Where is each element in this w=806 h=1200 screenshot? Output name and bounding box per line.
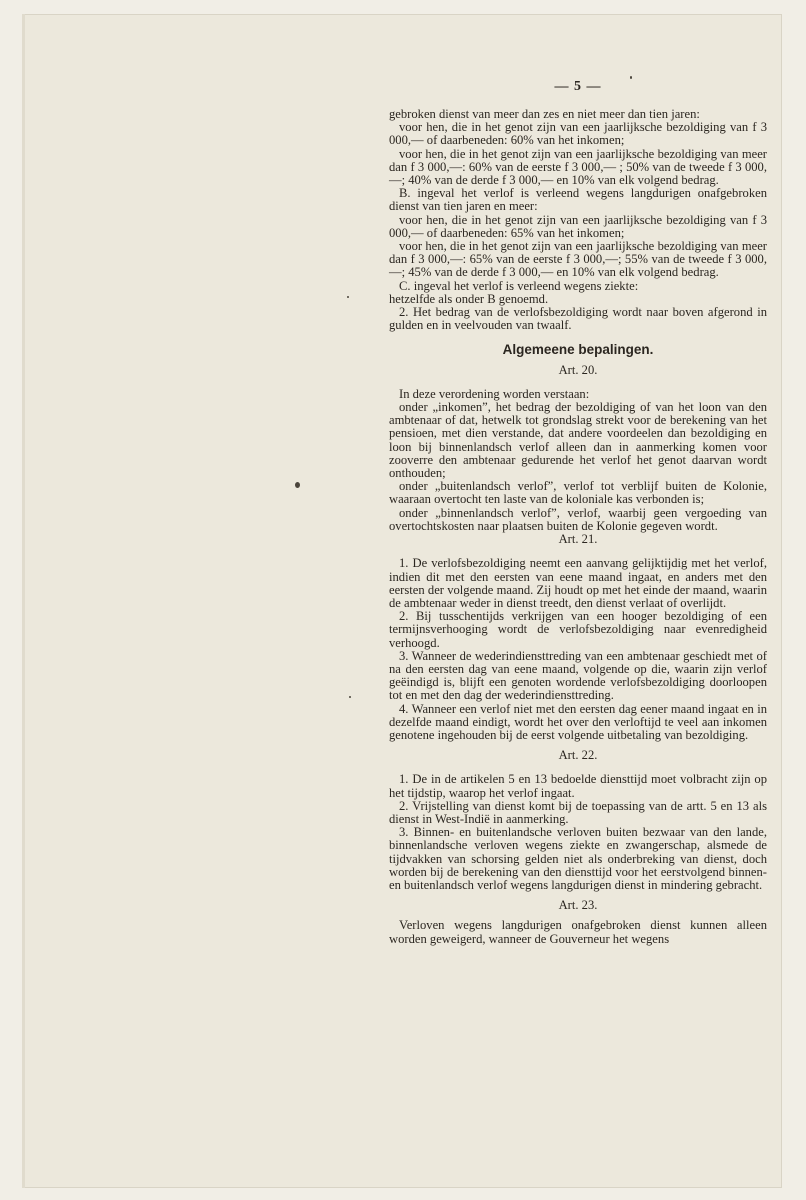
paragraph: 3. Wanneer de wederindiensttreding van een ambtenaar geschiedt met of na den eersten dag van eene maand, volgende op die, waarin zijn verlof geëindigd is, blijft een genoten wordende verlofsbezoldiging doorloopen tot en met den dag der wederindiensttreding.: [389, 648, 767, 703]
paragraph: voor hen, die in het genot zijn van een jaarlijksche bezoldiging van f 3 000,— of daarbeneden: 65% van het inkomen;: [389, 212, 767, 240]
article-title: Art. 20.: [558, 362, 598, 377]
ink-speck: [295, 482, 300, 488]
paragraph: In deze verordening worden verstaan:: [399, 386, 590, 401]
paragraph: hetzelfde als onder B genoemd.: [389, 291, 549, 306]
paragraph: 2. Vrijstelling van dienst komt bij de toepassing van de artt. 5 en 13 als dienst in West-Indië in aanmerking.: [389, 798, 767, 826]
paragraph: 4. Wanneer een verlof niet met den eersten dag eener maand ingaat en in dezelfde maand eindigt, wordt het over den verloftijd te veel aan inkomen genotene ingehouden bij de eerst volgende uitbetaling van bezoldiging.: [389, 701, 767, 742]
article-title: Art. 23.: [558, 898, 598, 913]
page-edge: [22, 14, 25, 1188]
paragraph: B. ingeval het verlof is verleend wegens langdurigen onafgebroken dienst van tien jaren en meer:: [389, 186, 767, 214]
paragraph: gebroken dienst van meer dan zes en niet meer dan tien jaren:: [389, 107, 700, 121]
paragraph: 3. Binnen- en buitenlandsche verloven buiten bezwaar van den lande, binnenlandsche verloven wegens ziekte en zwangerschap, alsmede de tijdvakken van schorsing gelden niet als onderbreking van dienst, doch worden bij de berekening van den diensttijd voor het eerstvolgend binnen- en buitenlandsch verlof wegens langdurigen dienst in mindering gebracht.: [389, 825, 767, 892]
paragraph: voor hen, die in het genot zijn van een jaarlijksche bezoldiging van meer dan f 3 000,—: 65% van de eerste f 3 000,—; 55% van de tweede f 3 000,—; 45% van de derde f 3 000,— en 10% van elk volgend bedrag.: [389, 239, 767, 280]
paragraph: Verloven wegens langdurigen onafgebroken dienst kunnen alleen worden geweigerd, wanneer de Gouverneur het wegens: [389, 918, 767, 946]
paragraph: onder „inkomen”, het bedrag der bezoldiging of van het loon van den ambtenaar of dat, hetwelk tot grondslag strekt voor de berekening van het pensioen, met dien verstande, dat andere voordeelen dan bezoldiging en loon bij binnenlandsch verlof alleen dan in aanmerking komen voor zooverre den ambtenaar gedurende het verlof het genot daarvan wordt onthouden;: [389, 400, 767, 481]
paragraph: onder „binnenlandsch verlof”, verlof, waarbij geen vergoeding van overtochtskosten naar plaatsen buiten de Kolonie gegeven wordt.: [389, 505, 767, 533]
article-title: Art. 22.: [558, 748, 598, 763]
page-number: — 5 —: [554, 79, 602, 94]
paragraph: onder „buitenlandsch verlof”, verlof tot verblijf buiten de Kolonie, waaraan overtocht ten laste van de koloniale kas verbonden is;: [389, 479, 767, 507]
paragraph: 1. De verlofsbezoldiging neemt een aanvang gelijktijdig met het verlof, indien dit met den eersten van eene maand ingaat, en anders met den eersten der volgende maand. Zij houdt op met het einde der maand, waarin de ambtenaar weder in dienst treedt, den dienst verlaat of overlijdt.: [389, 556, 767, 610]
body-text: [389, 108, 767, 946]
paragraph: voor hen, die in het genot zijn van een jaarlijksche bezoldiging van meer dan f 3 000,—: 60% van de eerste f 3 000,— ; 50% van de tweede f 3 000,—; 40% van de derde f 3 000,— en 10% van elk volgend bedrag.: [389, 146, 767, 188]
ink-speck: [347, 296, 349, 298]
article-title: Art. 21.: [558, 532, 598, 547]
paragraph: C. ingeval het verlof is verleend wegens ziekte:: [399, 278, 639, 293]
paragraph: 2. Bij tusschentijds verkrijgen van een hooger bezoldiging of een termijnsverhooging wordt de verlofsbezoldiging naar evenredigheid verhoogd.: [389, 609, 767, 650]
ink-speck: [630, 76, 632, 79]
section-heading: Algemeene bepalingen.: [502, 342, 654, 358]
ink-speck: [349, 696, 351, 698]
paragraph: 2. Het bedrag van de verlofsbezoldiging wordt naar boven afgerond in gulden en in veelvouden van twaalf.: [389, 305, 767, 333]
document-page: [22, 14, 782, 1188]
paragraph: 1. De in de artikelen 5 en 13 bedoelde diensttijd moet volbracht zijn op het tijdstip, waarop het verlof ingaat.: [389, 772, 767, 800]
paragraph: voor hen, die in het genot zijn van een jaarlijksche bezoldiging van f 3 000,— of daarbeneden: 60% van het inkomen;: [389, 120, 767, 148]
